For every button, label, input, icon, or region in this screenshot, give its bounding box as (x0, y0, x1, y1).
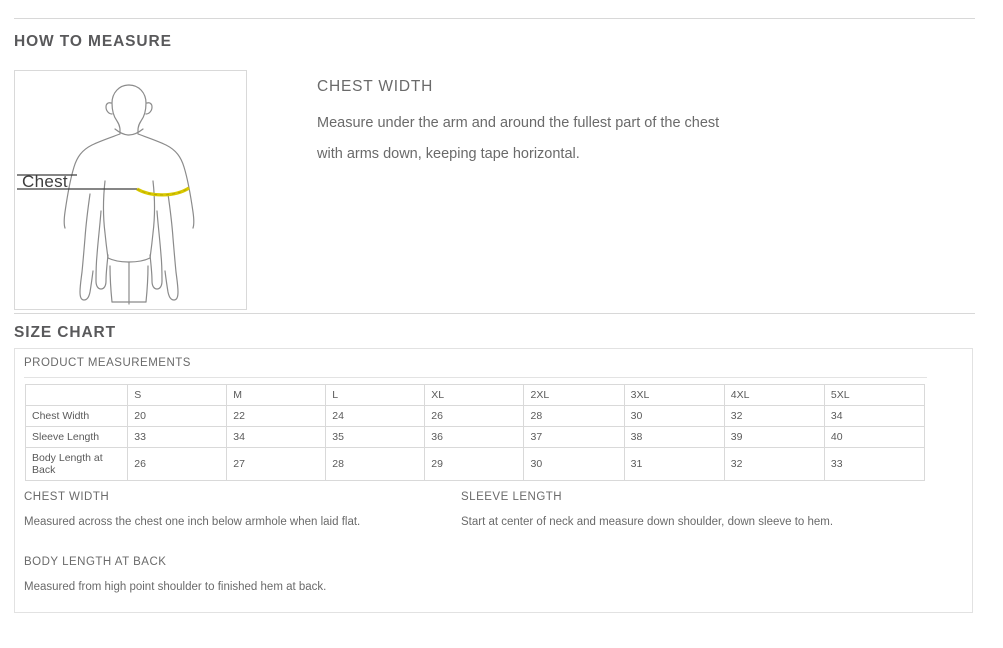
table-row (26, 448, 925, 481)
table-row (26, 427, 925, 448)
cell-chest-width-xl: 26 (425, 406, 524, 427)
note-body-length (24, 556, 326, 593)
cell-sleeve-length-3xl: 38 (624, 427, 724, 448)
row-label-sleeve-length: Sleeve Length (26, 427, 128, 448)
cell-chest-width-m: 22 (227, 406, 326, 427)
measure-description-line1: Measure under the arm and around the fullest part of the chest (317, 115, 720, 131)
cell-body-length-2xl: 30 (524, 448, 624, 481)
note-chest-width-title: CHEST WIDTH (24, 491, 110, 503)
cell-body-length-3xl: 31 (624, 448, 724, 481)
cell-chest-width-3xl: 30 (624, 406, 724, 427)
cell-body-length-5xl: 33 (824, 448, 924, 481)
cell-body-length-m: 27 (227, 448, 326, 481)
cell-sleeve-length-xl: 36 (425, 427, 524, 448)
cell-body-length-l: 28 (326, 448, 425, 481)
note-sleeve-length (461, 491, 833, 528)
table-header-row (26, 385, 925, 406)
cell-chest-width-s: 20 (128, 406, 227, 427)
how-to-measure-heading: HOW TO MEASURE (14, 33, 172, 50)
note-body-length-body: Measured from high point shoulder to finished hem at back. (24, 581, 327, 593)
cell-sleeve-length-l: 35 (326, 427, 425, 448)
measure-description-line2: with arms down, keeping tape horizontal. (317, 146, 580, 162)
chest-tape (137, 188, 189, 195)
table-corner-cell (26, 385, 128, 406)
cell-body-length-xl: 29 (425, 448, 524, 481)
note-body-length-title: BODY LENGTH AT BACK (24, 556, 167, 568)
size-chart-table (25, 384, 925, 481)
cell-sleeve-length-4xl: 39 (724, 427, 824, 448)
note-sleeve-length-title: SLEEVE LENGTH (461, 491, 563, 503)
chest-label: Chest (22, 172, 68, 191)
cell-chest-width-2xl: 28 (524, 406, 624, 427)
cell-chest-width-4xl: 32 (724, 406, 824, 427)
note-chest-width-body: Measured across the chest one inch below armhole when laid flat. (24, 516, 361, 528)
table-header-xl: XL (425, 385, 524, 406)
section-divider (14, 313, 975, 314)
cell-chest-width-5xl: 34 (824, 406, 924, 427)
product-measurements-divider (24, 377, 927, 378)
cell-chest-width-l: 24 (326, 406, 425, 427)
table-header-m: M (227, 385, 326, 406)
top-divider (14, 18, 975, 19)
size-chart-heading: SIZE CHART (14, 324, 116, 341)
cell-body-length-4xl: 32 (724, 448, 824, 481)
table-header-s: S (128, 385, 227, 406)
measure-description-title: CHEST WIDTH (317, 78, 434, 95)
note-chest-width (24, 491, 360, 528)
row-label-chest-width: Chest Width (26, 406, 128, 427)
table-header-l: L (326, 385, 425, 406)
cell-sleeve-length-2xl: 37 (524, 427, 624, 448)
measure-description-body (317, 108, 917, 170)
row-label-body-length-at-back: Body Length at Back (26, 448, 128, 481)
cell-sleeve-length-m: 34 (227, 427, 326, 448)
table-header-2xl: 2XL (524, 385, 624, 406)
table-header-3xl: 3XL (624, 385, 724, 406)
product-measurements-heading: PRODUCT MEASUREMENTS (24, 357, 191, 369)
table-header-5xl: 5XL (824, 385, 924, 406)
table-row (26, 406, 925, 427)
table-header-4xl: 4XL (724, 385, 824, 406)
note-sleeve-length-body: Start at center of neck and measure down shoulder, down sleeve to hem. (461, 516, 834, 528)
cell-sleeve-length-5xl: 40 (824, 427, 924, 448)
cell-body-length-s: 26 (128, 448, 227, 481)
cell-sleeve-length-s: 33 (128, 427, 227, 448)
